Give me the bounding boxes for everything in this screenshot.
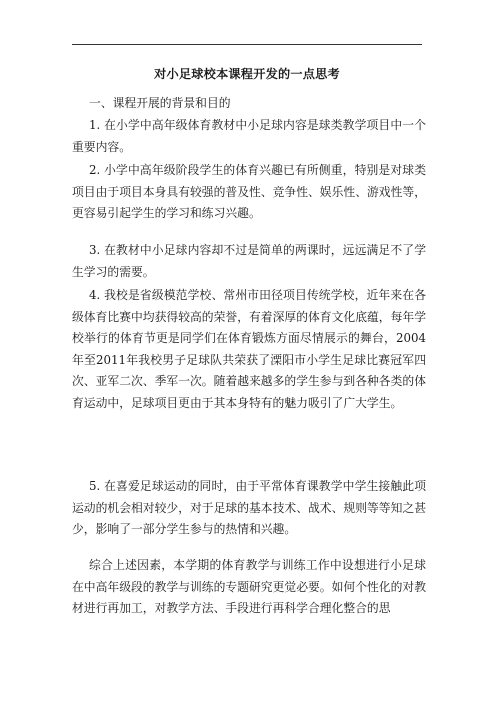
paragraph-4: 4. 我校是省级模范学校、常州市田径项目传统学校，近年来在各级体育比赛中均获得较高的荣誉，有着深厚的体育文化底蕴，每年学校举行的体育节更是同学们在体育锻炼方面尽情展示的舞台，2004年至2011年我校男子足球队共荣获了溧阳市小学生足球比赛冠军四次、亚军二次、季军一次。随着越来越多的学生参与到各种各类的体育运动中，足球项目更由于其本身特有的魅力吸引了广大学生。 <box>72 288 426 410</box>
paragraph-2: 2. 小学中高年级阶段学生的体育兴趣已有所侧重，特别是对球类项目由于项目本身具有较强的普及性、竞争性、娱乐性、游戏性等，更容易引起学生的学习和练习兴趣。 <box>72 163 426 221</box>
section-heading: 一、课程开展的背景和目的 <box>89 96 231 110</box>
paragraph-3: 3. 在教材中小足球内容却不过是简单的两课时，远远满足不了学生学习的需要。 <box>72 243 426 279</box>
paragraph-6: 综合上述因素，本学期的体育教学与训练工作中设想进行小足球在中高年级段的教学与训练的专题研究更觉必要。如何个性化的对教材进行再加工，对教学方法、手段进行再科学合理化整合的思 <box>72 558 426 616</box>
document-title: 对小足球校本课程开发的一点思考 <box>154 67 340 81</box>
header-rule <box>72 44 422 45</box>
paragraph-5: 5. 在喜爱足球运动的同时，由于平常体育课教学中学生接触此项运动的机会相对较少，对于足球的基本技术、战术、规则等等知之甚少，影响了一部分学生参与的热情和兴趣。 <box>72 479 426 537</box>
paragraph-1: 1. 在小学中高年级体育教材中小足球内容是球类教学项目中一个重要内容。 <box>72 118 426 154</box>
